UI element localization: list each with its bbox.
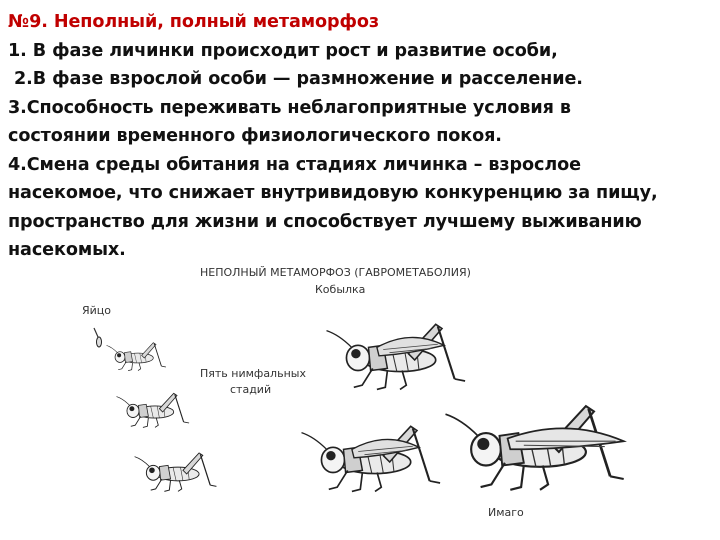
egg-pointer (94, 328, 98, 337)
figure-subheading: Кобылка (315, 283, 366, 296)
text-line: 4.Смена среды обитания на стадиях личинка – взрослое (8, 154, 581, 175)
imago-icon (446, 406, 624, 490)
nymph-stage-2-icon (117, 393, 190, 427)
slide-text (8, 8, 708, 265)
nymph-stage-3-icon (135, 453, 217, 491)
text-line: насекомых. (8, 240, 126, 260)
slide-title: №9. Неполный, полный метаморфоз (8, 12, 379, 32)
text-line: пространство для жизни и способствует лучшему выживанию (8, 211, 642, 232)
text-line: 3.Способность переживать неблагоприятные условия в (8, 97, 571, 118)
text-line: насекомое, что снижает внутривидовую конкуренцию за пищу, (8, 183, 658, 203)
nymph-stage-4-icon (327, 324, 466, 389)
metamorphosis-figure (70, 262, 690, 537)
grasshopper-illustration (70, 262, 690, 537)
text-line: 2.В фазе взрослой особи — размножение и расселение. (8, 69, 583, 89)
egg-label: Яйцо (82, 304, 112, 317)
nymph-label-1: Пять нимфальных (200, 367, 306, 380)
text-line: 1. В фазе личинки происходит рост и развитие особи, (8, 40, 558, 61)
nymph-stage-1-icon (107, 343, 166, 371)
nymph-label-2: стадий (230, 383, 272, 396)
figure-heading: НЕПОЛНЫЙ МЕТАМОРФОЗ (ГАВРОМЕТАБОЛИЯ) (200, 266, 471, 279)
nymph-stage-5-icon (302, 426, 441, 491)
egg-icon (97, 337, 102, 347)
imago-label: Имаго (488, 506, 524, 519)
text-line: состоянии временного физиологического покоя. (8, 126, 502, 146)
